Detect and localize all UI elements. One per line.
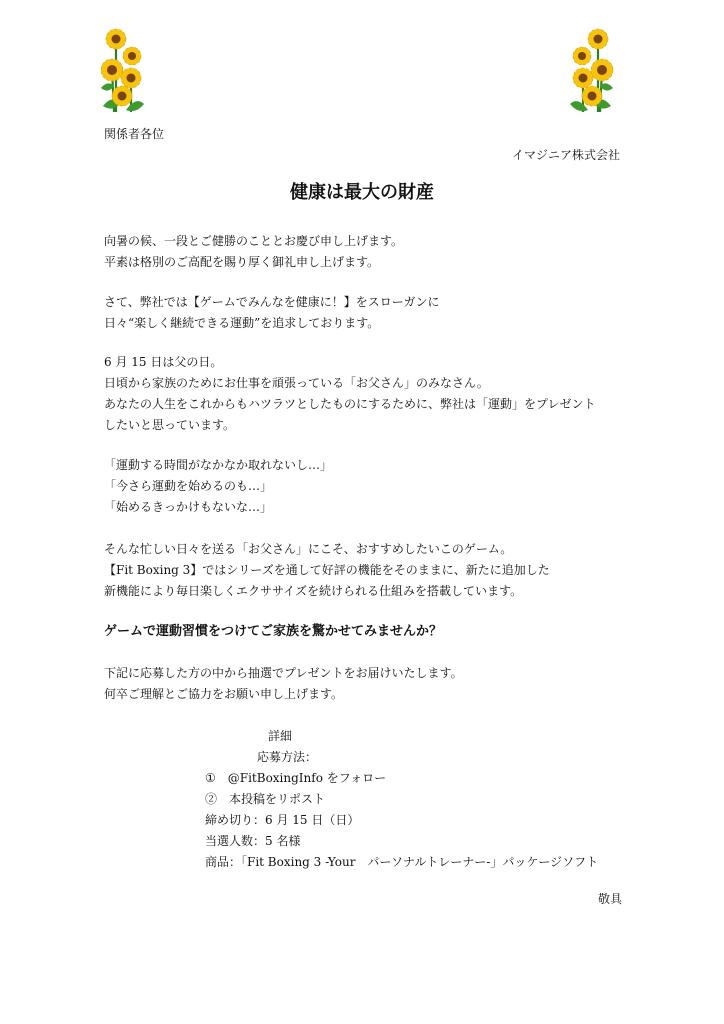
paragraph-line: 何卒ご理解とご協力をお願い申し上げます。 bbox=[104, 687, 344, 701]
slogan-paragraph bbox=[104, 292, 624, 334]
application-method-label: 応募方法： bbox=[257, 750, 318, 764]
prize: 商品：「Fit Boxing 3 -Your パーソナルトレーナー-」パッケージソフト bbox=[205, 855, 599, 869]
recipient-line: 関係者各位 bbox=[104, 127, 165, 141]
quotes-paragraph bbox=[104, 455, 624, 518]
deadline: 締め切り：6 月 15 日（日） bbox=[205, 813, 360, 827]
campaign-details bbox=[205, 726, 598, 873]
sunflower-illustration-right bbox=[566, 26, 614, 114]
greeting-paragraph bbox=[104, 231, 624, 273]
step-follow: ① @FitBoxingInfo をフォロー bbox=[205, 771, 387, 785]
paragraph-line: 新機能により毎日楽しくエクササイズを続けられる仕組みを搭載しています。 bbox=[104, 584, 523, 598]
paragraph-line: 日頃から家族のためにお仕事を頑張っている「お父さん」のみなさん。 bbox=[104, 376, 489, 390]
section-heading: ゲームで運動習慣をつけてご家族を驚かせてみませんか？ bbox=[104, 624, 443, 639]
sunflower-illustration-left bbox=[100, 26, 148, 114]
paragraph-line: したいと思っています。 bbox=[104, 418, 236, 432]
step-repost: ② 本投稿をリポスト bbox=[205, 792, 326, 806]
paragraph-line: 【Fit Boxing 3】ではシリーズを通して好評の機能をそのままに、新たに追加した bbox=[104, 563, 550, 577]
request-paragraph bbox=[104, 663, 624, 705]
closing-word: 敬具 bbox=[597, 892, 622, 906]
paragraph-line: あなたの人生をこれからもハツラツとしたものにするために、弊社は「運動」をプレゼント bbox=[104, 397, 596, 411]
winner-count: 当選人数：5 名様 bbox=[205, 834, 301, 848]
paragraph-line: 下記に応募した方の中から抽選でプレゼントをお届けいたします。 bbox=[104, 666, 463, 680]
quote-line: 「運動する時間がなかなか取れないし…」 bbox=[104, 458, 333, 472]
document-title: 健康は最大の財産 bbox=[290, 182, 434, 203]
details-title: 詳細 bbox=[268, 729, 293, 743]
quote-line: 「始めるきっかけもないな…」 bbox=[104, 500, 273, 514]
paragraph-line: 平素は格別のご高配を賜り厚く御礼申し上げます。 bbox=[104, 255, 380, 269]
fathers-day-paragraph bbox=[104, 352, 624, 436]
paragraph-line: 6 月 15 日は父の日。 bbox=[104, 355, 223, 369]
product-paragraph bbox=[104, 539, 624, 602]
paragraph-line: 向暑の候、一段とご健勝のこととお慶び申し上げます。 bbox=[104, 234, 404, 248]
paragraph-line: 日々“楽しく継続できる運動”を追求しております。 bbox=[104, 316, 380, 330]
quote-line: 「今さら運動を始めるのも…」 bbox=[104, 479, 273, 493]
sender-company: イマジニア株式会社 bbox=[511, 148, 620, 162]
paragraph-line: そんな忙しい日々を送る「お父さん」にこそ、おすすめしたいこのゲーム。 bbox=[104, 542, 513, 556]
paragraph-line: さて、弊社では【ゲームでみんなを健康に！】をスローガンに bbox=[104, 295, 440, 309]
